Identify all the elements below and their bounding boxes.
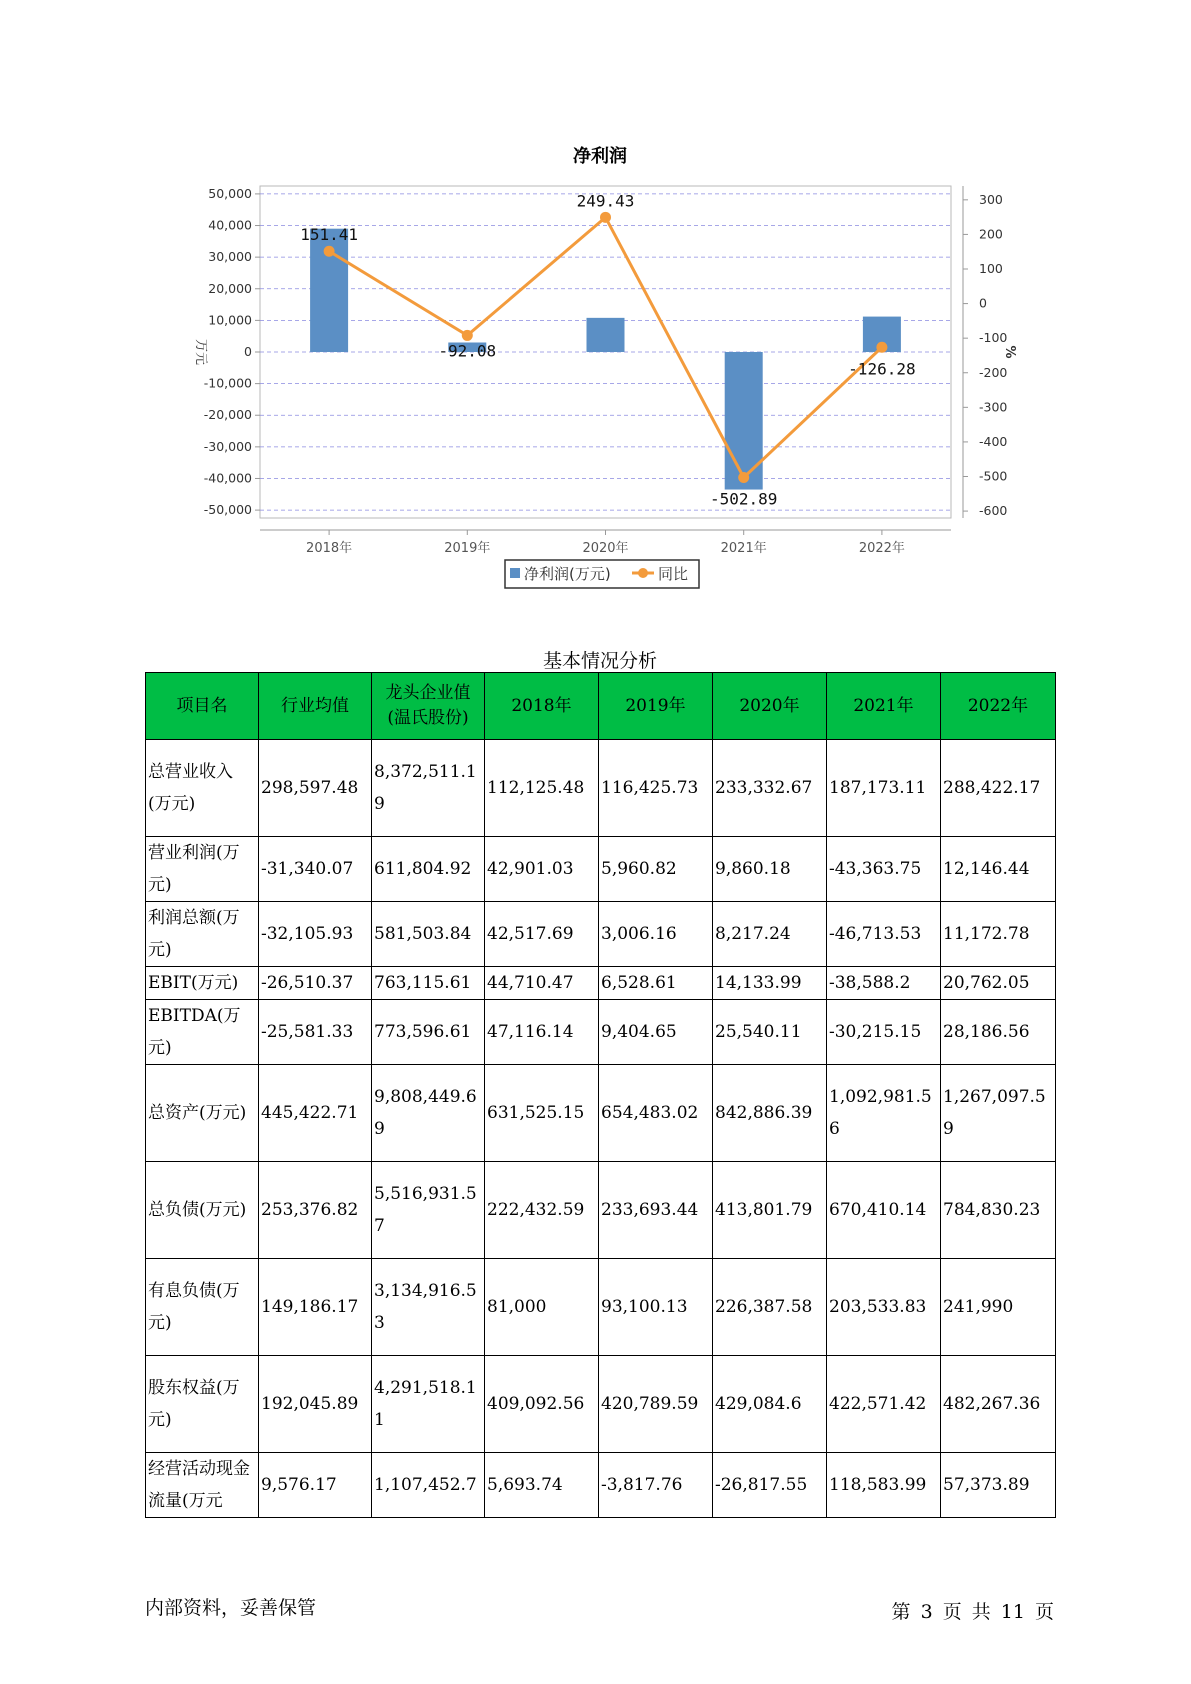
table-cell: 763,115.61 bbox=[372, 967, 485, 1000]
table-cell: 44,710.47 bbox=[485, 967, 599, 1000]
table-cell: -3,817.76 bbox=[599, 1453, 713, 1518]
table-row bbox=[146, 740, 1056, 837]
table-cell: 11,172.78 bbox=[941, 902, 1056, 967]
table-cell: 420,789.59 bbox=[599, 1356, 713, 1453]
row-label: 有息负债(万元) bbox=[146, 1259, 259, 1356]
table-cell: 81,000 bbox=[485, 1259, 599, 1356]
chart-legend bbox=[505, 560, 699, 588]
table-cell: 8,372,511.19 bbox=[372, 740, 485, 837]
table-row bbox=[146, 967, 1056, 1000]
table-caption: 基本情况分析 bbox=[542, 650, 657, 672]
table-cell: -32,105.93 bbox=[259, 902, 372, 967]
table-cell: 670,410.14 bbox=[827, 1162, 941, 1259]
table-cell: 222,432.59 bbox=[485, 1162, 599, 1259]
y2-tick-label: 300 bbox=[979, 191, 1003, 207]
table-cell: 581,503.84 bbox=[372, 902, 485, 967]
y2-tick-label: -100 bbox=[979, 330, 1008, 346]
yoy-data-label: 151.41 bbox=[300, 225, 358, 245]
table-cell: 784,830.23 bbox=[941, 1162, 1056, 1259]
yoy-data-label: -126.28 bbox=[848, 359, 916, 379]
table-row bbox=[146, 1259, 1056, 1356]
confidential-note: 内部资料，妥善保管 bbox=[145, 1597, 317, 1619]
table-cell: 9,576.17 bbox=[259, 1453, 372, 1518]
table-cell: 42,517.69 bbox=[485, 902, 599, 967]
table-cell: 233,332.67 bbox=[713, 740, 827, 837]
table-cell: 4,291,518.11 bbox=[372, 1356, 485, 1453]
table-cell: 20,762.05 bbox=[941, 967, 1056, 1000]
x-tick-label: 2022年 bbox=[858, 541, 905, 556]
table-cell: -38,588.2 bbox=[827, 967, 941, 1000]
y2-tick-label: -600 bbox=[979, 503, 1008, 519]
table-header-row bbox=[146, 673, 1056, 740]
table-cell: 8,217.24 bbox=[713, 902, 827, 967]
row-label: 经营活动现金流量(万元 bbox=[146, 1453, 259, 1518]
header-cell: 项目名 bbox=[146, 673, 259, 740]
table-cell: -30,215.15 bbox=[827, 1000, 941, 1065]
chart-title: 净利润 bbox=[573, 146, 627, 167]
row-label: 总营业收入(万元) bbox=[146, 740, 259, 837]
table-cell: 28,186.56 bbox=[941, 1000, 1056, 1065]
y2-tick-label: -500 bbox=[979, 468, 1008, 484]
legend-line-marker bbox=[638, 568, 648, 578]
row-label: 利润总额(万元) bbox=[146, 902, 259, 967]
table-cell: 422,571.42 bbox=[827, 1356, 941, 1453]
table-cell: 226,387.58 bbox=[713, 1259, 827, 1356]
y-tick-label: -10,000 bbox=[203, 375, 252, 391]
table-cell: 5,516,931.57 bbox=[372, 1162, 485, 1259]
bar bbox=[587, 318, 625, 352]
table-cell: -43,363.75 bbox=[827, 837, 941, 902]
yoy-data-label: 249.43 bbox=[576, 191, 635, 211]
y2-tick-label: 200 bbox=[979, 226, 1003, 242]
row-label: 总负债(万元) bbox=[146, 1162, 259, 1259]
y-tick-label: -50,000 bbox=[203, 502, 252, 518]
y2-tick-label: -300 bbox=[979, 399, 1008, 415]
table-cell: 187,173.11 bbox=[827, 740, 941, 837]
table-cell: 93,100.13 bbox=[599, 1259, 713, 1356]
legend-line-label: 同比 bbox=[658, 565, 689, 583]
yoy-point bbox=[876, 342, 887, 353]
table-row bbox=[146, 1162, 1056, 1259]
table-cell: 118,583.99 bbox=[827, 1453, 941, 1518]
table-cell: 116,425.73 bbox=[599, 740, 713, 837]
table-cell: 1,107,452.7 bbox=[372, 1453, 485, 1518]
table-cell: 57,373.89 bbox=[941, 1453, 1056, 1518]
table-row bbox=[146, 902, 1056, 967]
table-cell: 9,860.18 bbox=[713, 837, 827, 902]
header-cell: 2019年 bbox=[599, 673, 713, 740]
table-cell: 241,990 bbox=[941, 1259, 1056, 1356]
table-cell: 1,267,097.59 bbox=[941, 1065, 1056, 1162]
header-cell: 龙头企业值(温氏股份) bbox=[372, 673, 485, 740]
y-tick-label: 10,000 bbox=[208, 312, 252, 328]
y-tick-label: 50,000 bbox=[208, 185, 252, 201]
page-number: 第 3 页 共 11 页 bbox=[891, 1601, 1054, 1623]
legend-bar-swatch bbox=[510, 568, 520, 578]
y-tick-label: 30,000 bbox=[208, 249, 252, 265]
table-cell: 9,808,449.69 bbox=[372, 1065, 485, 1162]
table-cell: 482,267.36 bbox=[941, 1356, 1056, 1453]
header-cell: 2020年 bbox=[713, 673, 827, 740]
table-cell: 47,116.14 bbox=[485, 1000, 599, 1065]
basic-analysis-table bbox=[145, 672, 1056, 1518]
table-cell: 25,540.11 bbox=[713, 1000, 827, 1065]
header-cell: 2018年 bbox=[485, 673, 599, 740]
row-label: 总资产(万元) bbox=[146, 1065, 259, 1162]
yoy-point bbox=[738, 472, 749, 483]
table-cell: 203,533.83 bbox=[827, 1259, 941, 1356]
y2-tick-label: -200 bbox=[979, 364, 1008, 380]
header-cell: 行业均值 bbox=[259, 673, 372, 740]
table-cell: 6,528.61 bbox=[599, 967, 713, 1000]
table-cell: 842,886.39 bbox=[713, 1065, 827, 1162]
table-cell: 9,404.65 bbox=[599, 1000, 713, 1065]
table-cell: 409,092.56 bbox=[485, 1356, 599, 1453]
y2-tick-label: 100 bbox=[979, 261, 1003, 276]
x-tick-label: 2019年 bbox=[444, 541, 491, 556]
table-cell: 631,525.15 bbox=[485, 1065, 599, 1162]
table-cell: 3,134,916.53 bbox=[372, 1259, 485, 1356]
yoy-point bbox=[600, 212, 611, 223]
table-cell: 112,125.48 bbox=[485, 740, 599, 837]
table-cell: 14,133.99 bbox=[713, 967, 827, 1000]
y-axis-title: 万元 bbox=[193, 338, 208, 366]
row-label: 营业利润(万元) bbox=[146, 837, 259, 902]
y2-tick-label: -400 bbox=[979, 433, 1008, 449]
table-cell: 445,422.71 bbox=[259, 1065, 372, 1162]
y-tick-label: -30,000 bbox=[203, 438, 252, 454]
y-tick-label: 0 bbox=[244, 344, 252, 359]
table-row bbox=[146, 1453, 1056, 1518]
table-cell: 611,804.92 bbox=[372, 837, 485, 902]
y-tick-label: 20,000 bbox=[208, 280, 252, 296]
net-profit-chart bbox=[0, 0, 1191, 600]
table-cell: 42,901.03 bbox=[485, 837, 599, 902]
table-row bbox=[146, 837, 1056, 902]
table-cell: 5,693.74 bbox=[485, 1453, 599, 1518]
y2-tick-label: 0 bbox=[979, 295, 987, 311]
table-cell: 1,092,981.56 bbox=[827, 1065, 941, 1162]
bar bbox=[725, 352, 763, 490]
table-cell: -31,340.07 bbox=[259, 837, 372, 902]
header-cell: 2022年 bbox=[941, 673, 1056, 740]
row-label: EBITDA(万元) bbox=[146, 1000, 259, 1065]
table-cell: -46,713.53 bbox=[827, 902, 941, 967]
yoy-data-label: -502.89 bbox=[709, 489, 778, 509]
y2-axis-title: % bbox=[1002, 345, 1017, 359]
table-cell: 192,045.89 bbox=[259, 1356, 372, 1453]
x-tick-label: 2018年 bbox=[306, 541, 353, 556]
table-cell: 149,186.17 bbox=[259, 1259, 372, 1356]
table-cell: 413,801.79 bbox=[713, 1162, 827, 1259]
yoy-point bbox=[462, 330, 473, 341]
table-row bbox=[146, 1065, 1056, 1162]
row-label: EBIT(万元) bbox=[146, 967, 259, 1000]
table-cell: 429,084.6 bbox=[713, 1356, 827, 1453]
row-label: 股东权益(万元) bbox=[146, 1356, 259, 1453]
table-cell: 253,376.82 bbox=[259, 1162, 372, 1259]
table-cell: -25,581.33 bbox=[259, 1000, 372, 1065]
table-cell: 654,483.02 bbox=[599, 1065, 713, 1162]
table-cell: -26,817.55 bbox=[713, 1453, 827, 1518]
table-cell: 5,960.82 bbox=[599, 837, 713, 902]
legend-bar-label: 净利润(万元) bbox=[524, 565, 611, 583]
table-cell: 288,422.17 bbox=[941, 740, 1056, 837]
table-cell: 233,693.44 bbox=[599, 1162, 713, 1259]
yoy-point bbox=[324, 246, 335, 257]
table-row bbox=[146, 1356, 1056, 1453]
header-cell: 2021年 bbox=[827, 673, 941, 740]
y-tick-label: -20,000 bbox=[203, 407, 252, 423]
x-tick-label: 2021年 bbox=[720, 541, 767, 556]
table-row bbox=[146, 1000, 1056, 1065]
y-tick-label: 40,000 bbox=[208, 217, 252, 233]
table-cell: 12,146.44 bbox=[941, 837, 1056, 902]
table-cell: 3,006.16 bbox=[599, 902, 713, 967]
table-cell: 773,596.61 bbox=[372, 1000, 485, 1065]
x-tick-label: 2020年 bbox=[582, 541, 629, 556]
table-cell: 298,597.48 bbox=[259, 740, 372, 837]
table-cell: -26,510.37 bbox=[259, 967, 372, 1000]
y-tick-label: -40,000 bbox=[203, 470, 252, 486]
yoy-data-label: -92.08 bbox=[438, 341, 497, 361]
